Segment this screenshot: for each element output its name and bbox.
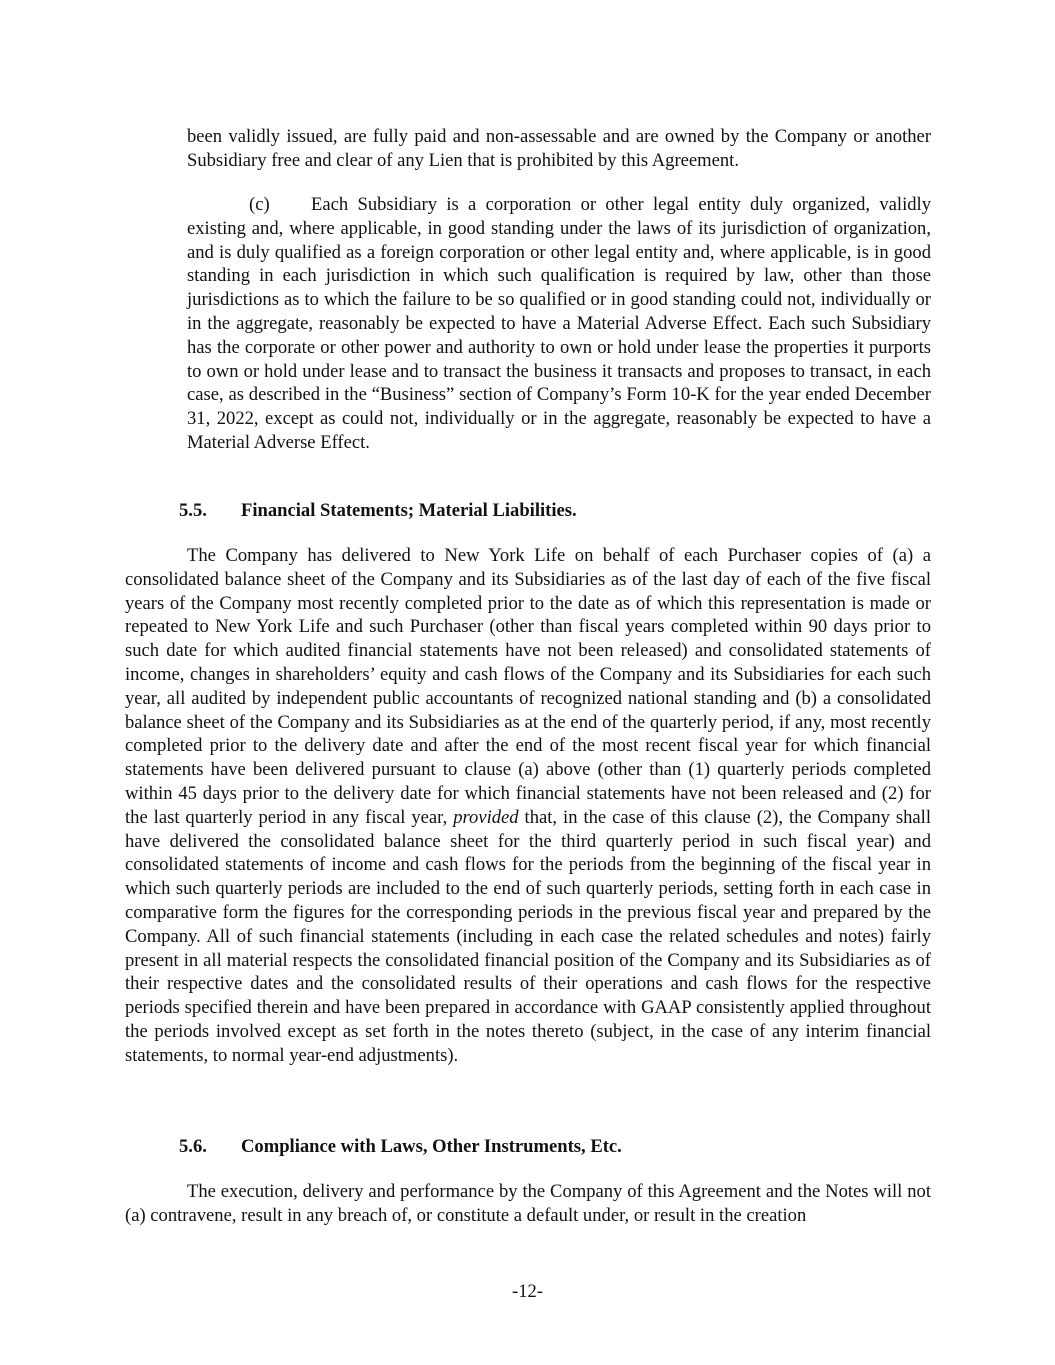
- section-text-part-2: that, in the case of this clause (2), the Company shall have delivered the consolidated balance sheet for the third quarterly period in such fiscal year) and consolidated statements of income and cash flows for the periods from the beginning of the fiscal year in which such quarterly periods are included to the end of such quarterly periods, setting forth in each case in comparative form the figures for the corresponding periods in the previous fiscal year and prepared by the Company. All of such financial statements (including in each case the related schedules and notes) fairly present in all material respects the consolidated financial position of the Company and its Subsidiaries as of their respective dates and the consolidated results of their operations and cash flows for the respective periods specified therein and have been prepared in accordance with GAAP consistently applied throughout the periods involved except as set forth in the notes thereto (subject, in the case of any interim financial statements, to normal year-end adjustments).: [125, 806, 931, 1066]
- section-number: 5.6.: [179, 1136, 207, 1157]
- section-title: Financial Statements; Material Liabilities.: [241, 500, 577, 521]
- subsection-text: Each Subsidiary is a corporation or other legal entity duly organized, validly existing and, where applicable, in good standing under the laws of its jurisdiction of organization, and is duly qualified as a foreign corporation or other legal entity and, where applicable, is in good standing in each jurisdiction in which such qualification is required by law, other than those jurisdictions as to which the failure to be so qualified or in good standing could not, individually or in the aggregate, reasonably be expected to have a Material Adverse Effect. Each such Subsidiary has the corporate or other power and authority to own or hold under lease the properties it purports to own or hold under lease and to transact the business it transacts and proposes to transact, in each case, as described in the “Business” section of Company’s Form 10-K for the year ended December 31, 2022, except as could not, individually or in the aggregate, reasonably be expected to have a Material Adverse Effect.: [187, 194, 931, 453]
- page-number: -12-: [512, 1281, 543, 1302]
- section-title: Compliance with Laws, Other Instruments, Etc.: [241, 1136, 622, 1157]
- paragraph-section-5-6: The execution, delivery and performance by the Company of this Agreement and the Notes will not (a) contravene, result in any breach of, or constitute a default under, or result in the creation: [125, 1181, 931, 1226]
- italic-provided: provided: [453, 806, 519, 828]
- paragraph-section-5-5: [125, 544, 931, 1068]
- section-heading-5-5: [179, 499, 577, 523]
- paragraph-continuation: been validly issued, are fully paid and non-assessable and are owned by the Company or another Subsidiary free and clear of any Lien that is prohibited by this Agreement.: [187, 126, 931, 171]
- section-text-part-1: The Company has delivered to New York Life on behalf of each Purchaser copies of (a) a consolidated balance sheet of the Company and its Subsidiaries as of the last day of each of the five fiscal years of the Company most recently completed prior to the date as of which this representation is made or repeated to New York Life and such Purchaser (other than fiscal years completed within 90 days prior to such date for which audited financial statements have not been released) and consolidated statements of income, changes in shareholders’ equity and cash flows of the Company and its Subsidiaries for each such year, all audited by independent public accountants of recognized national standing and (b) a consolidated balance sheet of the Company and its Subsidiaries as at the end of the quarterly period, if any, most recently completed prior to the delivery date and after the end of the most recent fiscal year for which financial statements have been delivered pursuant to clause (a) above (other than (1) quarterly periods completed within 45 days prior to the delivery date for which financial statements have not been released and (2) for the last quarterly period in any fiscal year,: [125, 545, 931, 828]
- section-number: 5.5.: [179, 500, 207, 521]
- subsection-label: (c): [249, 194, 270, 215]
- paragraph-subsection-c: [187, 193, 931, 455]
- section-heading-5-6: [179, 1135, 622, 1159]
